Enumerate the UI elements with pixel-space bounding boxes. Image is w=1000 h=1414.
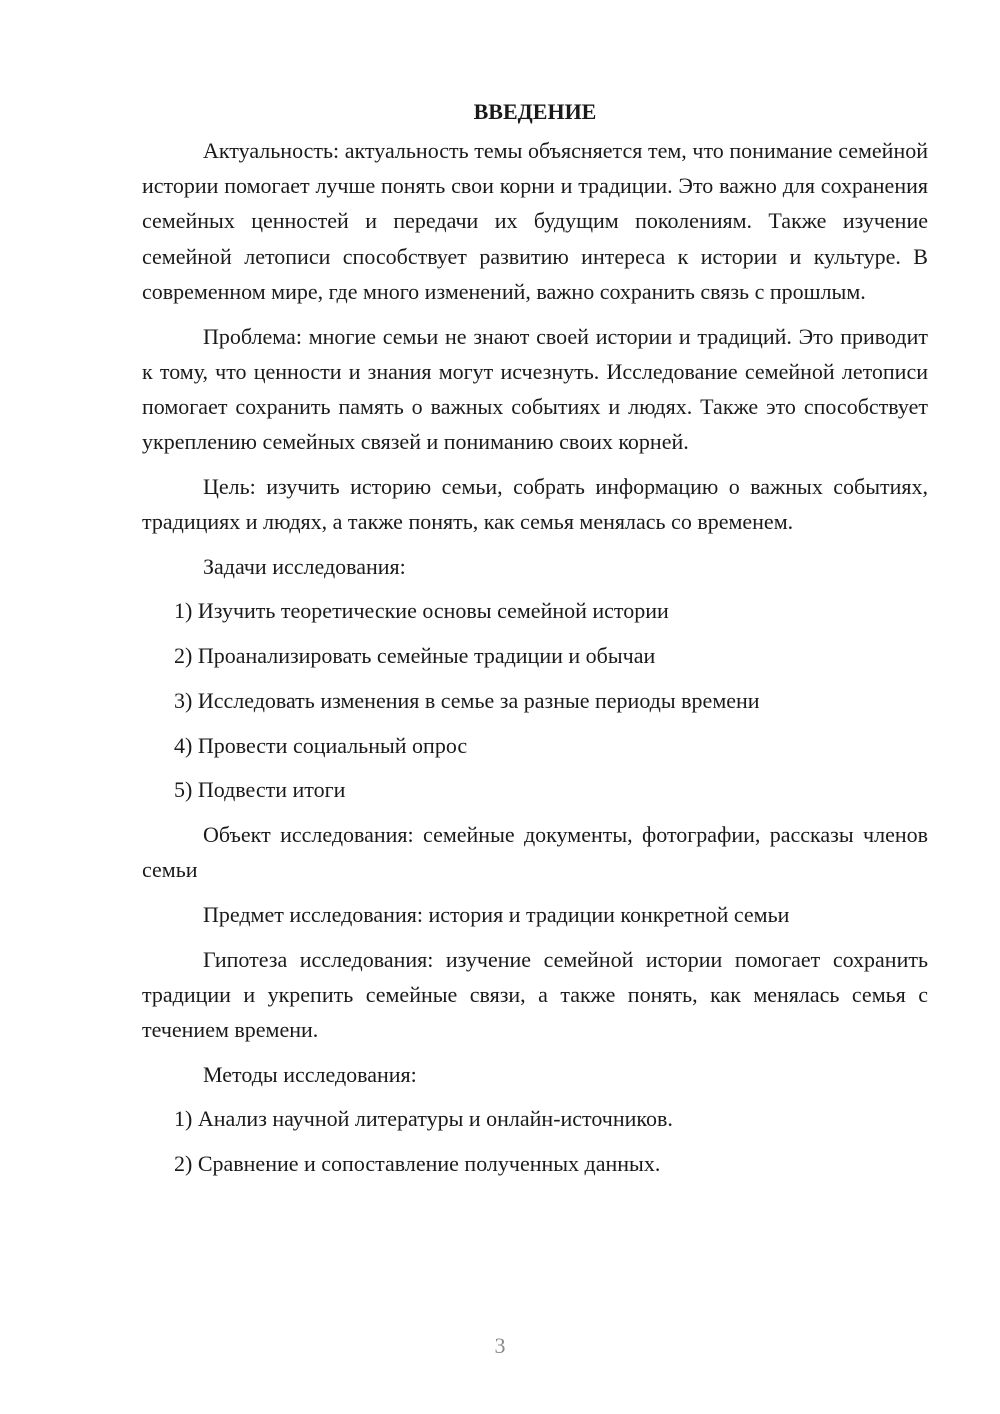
- document-page: [142, 94, 928, 1191]
- method-item: 2) Сравнение и сопоставление полученных данных.: [174, 1151, 661, 1177]
- goal-paragraph: Цель: изучить историю семьи, собрать информацию о важных событиях, традициях и людях, а также понять, как семья менялась со временем.: [142, 473, 928, 535]
- tasks-heading: Задачи исследования:: [203, 553, 406, 579]
- section-title: ВВЕДЕНИЕ: [473, 99, 597, 124]
- task-item: 2) Проанализировать семейные традиции и обычаи: [174, 643, 656, 669]
- page-number: 3: [494, 1333, 506, 1358]
- problem-paragraph: Проблема: многие семьи не знают своей истории и традиций. Это приводит к тому, что ценности и знания могут исчезнуть. Исследование семейной летописи помогает сохранить память о важных событиях и людях. Также это способствует укреплению семейных связей и пониманию своих корней.: [142, 323, 928, 455]
- task-item: 3) Исследовать изменения в семье за разные периоды времени: [174, 687, 760, 713]
- methods-heading: Методы исследования:: [203, 1061, 417, 1087]
- task-item: 1) Изучить теоретические основы семейной истории: [174, 598, 669, 624]
- method-item: 1) Анализ научной литературы и онлайн-источников.: [174, 1106, 673, 1132]
- task-item: 4) Провести социальный опрос: [174, 732, 468, 758]
- hypothesis-paragraph: Гипотеза исследования: изучение семейной истории помогает сохранить традиции и укрепить семейные связи, а также понять, как менялась семья с течением времени.: [142, 946, 928, 1042]
- task-item: 5) Подвести итоги: [174, 777, 346, 803]
- subject-paragraph: Предмет исследования: история и традиции конкретной семьи: [203, 901, 790, 927]
- relevance-paragraph: Актуальность: актуальность темы объясняется тем, что понимание семейной истории помогает лучше понять свои корни и традиции. Это важно для сохранения семейных ценностей и передачи их будущим поколениям. Также изучение семейной летописи способствует развитию интереса к истории и культуре. В современном мире, где много изменений, важно сохранить связь с прошлым.: [142, 138, 928, 304]
- object-paragraph: Объект исследования: семейные документы, фотографии, рассказы членов семьи: [142, 821, 928, 883]
